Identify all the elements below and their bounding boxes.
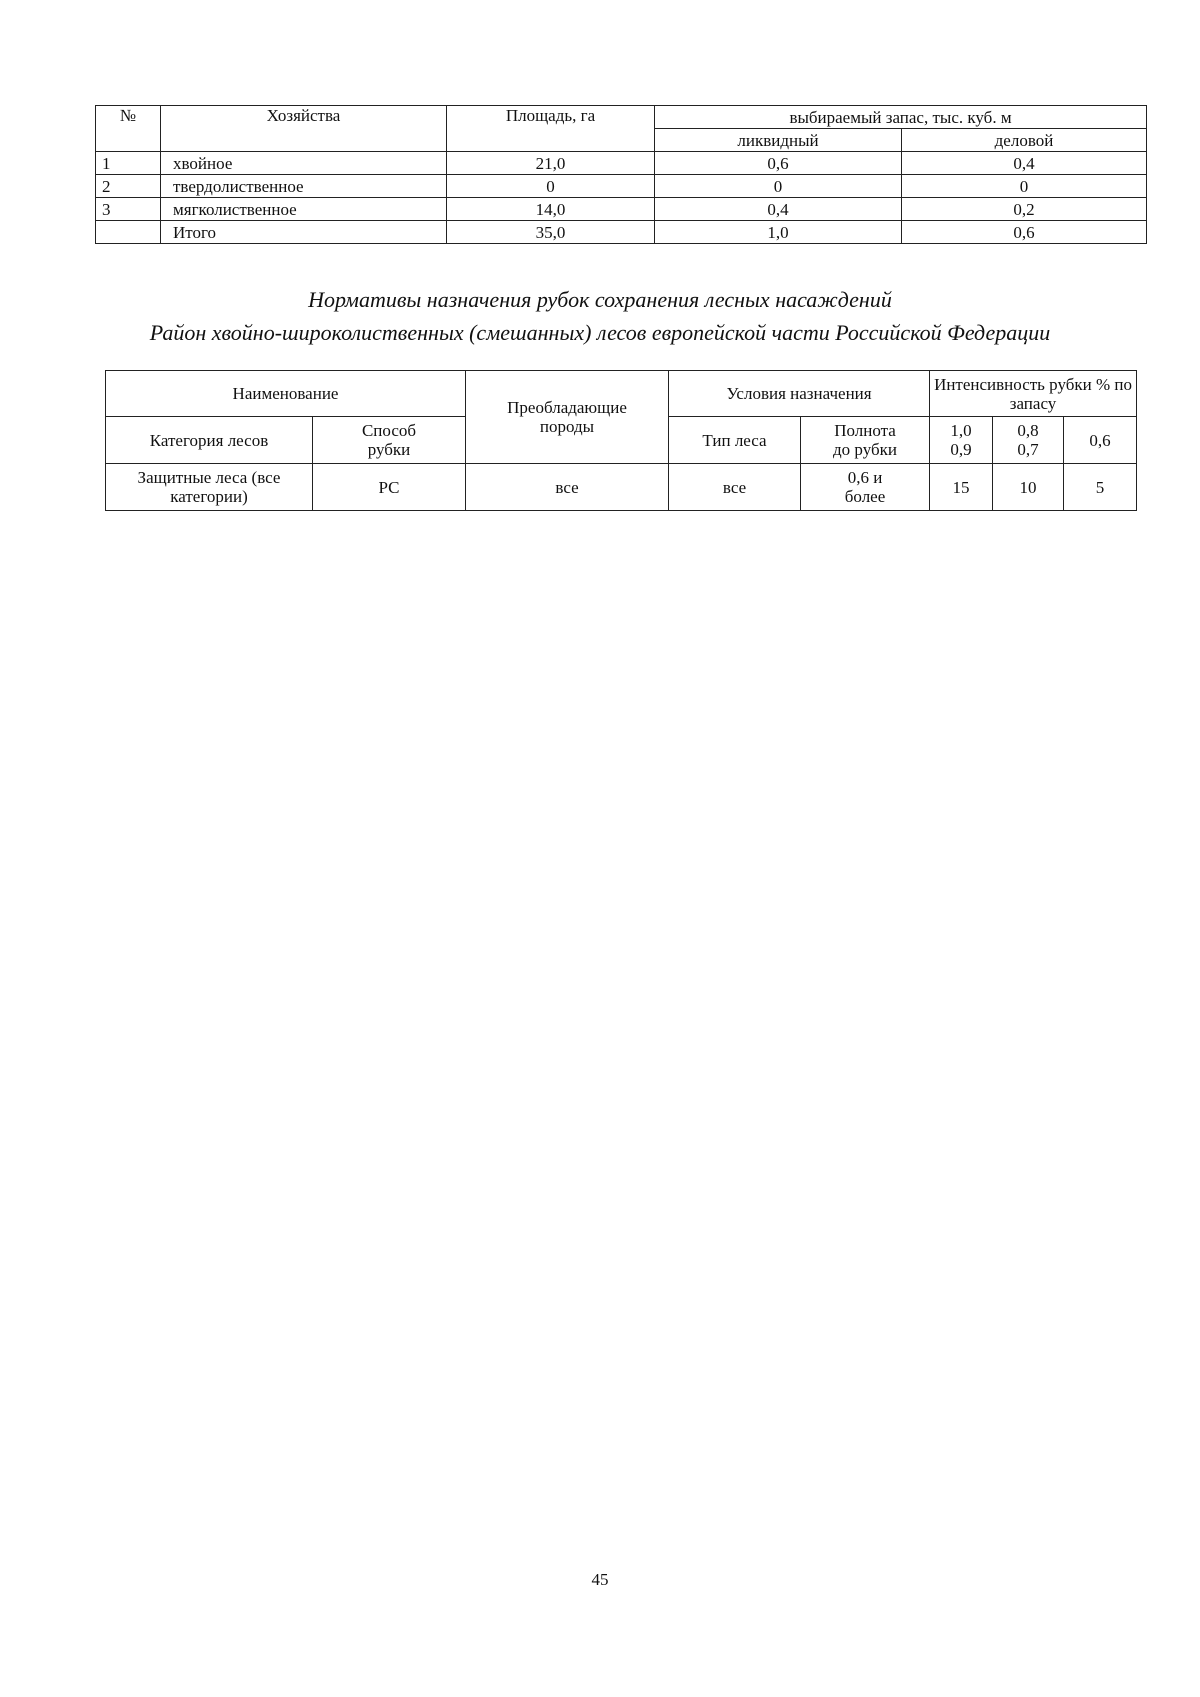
- cell-forest-type: все: [669, 464, 801, 511]
- cell-liquid: 0: [655, 175, 902, 198]
- cell-number: 1: [96, 152, 161, 175]
- density-1-bottom: 0,9: [950, 440, 972, 459]
- cell-method: РС: [313, 464, 466, 511]
- table-row: [96, 175, 1147, 198]
- cell-density: [801, 464, 930, 511]
- table-row: [96, 152, 1147, 175]
- header-category: Категория лесов: [106, 417, 313, 464]
- header-area: Площадь, га: [447, 106, 655, 152]
- cell-number: 2: [96, 175, 161, 198]
- header-density: [801, 417, 930, 464]
- cell-liquid: 0,4: [655, 198, 902, 221]
- cell-business: 0: [902, 175, 1147, 198]
- header-stock: выбираемый запас, тыс. куб. м: [655, 106, 1147, 129]
- header-density-label: Полнота до рубки: [833, 421, 897, 459]
- cell-liquid: 0,6: [655, 152, 902, 175]
- cell-farm: хвойное: [161, 152, 447, 175]
- cell-business: 0,4: [902, 152, 1147, 175]
- cell-species: все: [466, 464, 669, 511]
- header-density-3: 0,6: [1064, 417, 1137, 464]
- header-species-label: Преобладающие породы: [507, 398, 627, 436]
- cutting-norms-table: [105, 370, 1137, 511]
- harvest-stock-table: [95, 105, 1147, 244]
- page-number: 45: [591, 1570, 609, 1589]
- density-2-top: 0,8: [1017, 421, 1039, 440]
- header-number: №: [96, 106, 161, 152]
- cell-farm: Итого: [161, 221, 447, 244]
- table-row: [96, 198, 1147, 221]
- header-method: [313, 417, 466, 464]
- cell-business: 0,2: [902, 198, 1147, 221]
- header-farms: Хозяйства: [161, 106, 447, 152]
- section-heading: [60, 283, 1140, 349]
- header-intensity: Интенсивность рубки % по запасу: [930, 371, 1137, 417]
- header-name: Наименование: [106, 371, 466, 417]
- cell-category-label: Защитные леса (все категории): [137, 468, 281, 506]
- cell-density-label: 0,6 и более: [844, 468, 886, 506]
- cell-intensity-3: 5: [1064, 464, 1137, 511]
- cell-area: 21,0: [447, 152, 655, 175]
- cell-farm: твердолиственное: [161, 175, 447, 198]
- cell-business: 0,6: [902, 221, 1147, 244]
- header-species: [466, 371, 669, 464]
- header-density-2: [993, 417, 1064, 464]
- cell-farm: мягколиственное: [161, 198, 447, 221]
- heading-line-1: Нормативы назначения рубок сохранения лесных насаждений: [308, 287, 892, 312]
- cell-category: [106, 464, 313, 511]
- header-business: деловой: [902, 129, 1147, 152]
- header-density-1: [930, 417, 993, 464]
- cell-number: [96, 221, 161, 244]
- cell-number: 3: [96, 198, 161, 221]
- density-2-bottom: 0,7: [1017, 440, 1039, 459]
- header-conditions: Условия назначения: [669, 371, 930, 417]
- cell-liquid: 1,0: [655, 221, 902, 244]
- cell-area: 14,0: [447, 198, 655, 221]
- density-1-top: 1,0: [950, 421, 972, 440]
- table-row-total: [96, 221, 1147, 244]
- cell-intensity-2: 10: [993, 464, 1064, 511]
- header-forest-type: Тип леса: [669, 417, 801, 464]
- cell-area: 35,0: [447, 221, 655, 244]
- header-method-label: Способ рубки: [361, 421, 417, 459]
- heading-line-2: Район хвойно-широколиственных (смешанных) лесов европейской части Российской Федерации: [149, 320, 1051, 345]
- table-row: [106, 464, 1137, 511]
- cell-intensity-1: 15: [930, 464, 993, 511]
- header-liquid: ликвидный: [655, 129, 902, 152]
- cell-area: 0: [447, 175, 655, 198]
